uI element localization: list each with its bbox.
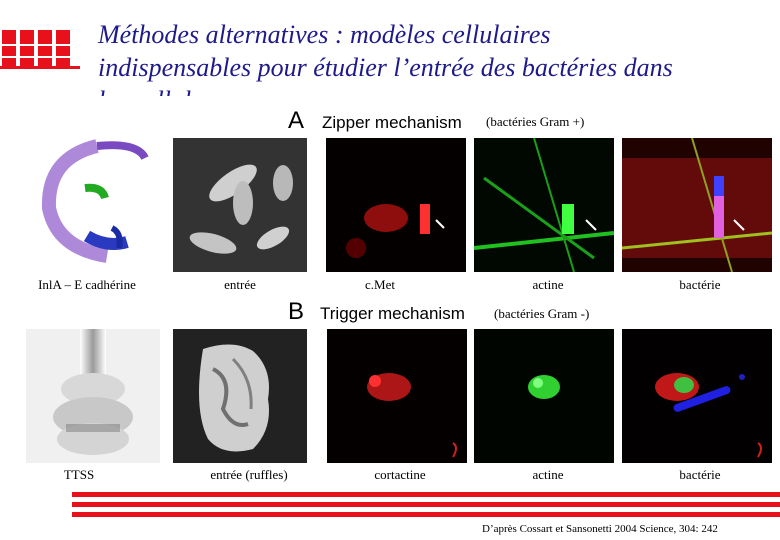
logo-block — [56, 30, 70, 68]
actin-a-image — [474, 138, 614, 272]
caption-a-4: actine — [532, 277, 564, 292]
logo-block — [38, 30, 52, 68]
footer-bar — [72, 492, 780, 497]
caption-a-1: InlA – E cadhérine — [38, 277, 136, 292]
bacteria-a-image — [622, 138, 772, 272]
footer-bar — [72, 502, 780, 507]
section-a-letter: A — [288, 107, 305, 134]
logo-block — [20, 30, 34, 68]
caption-a-2: entrée — [224, 277, 256, 292]
entry-ruffles-image — [173, 329, 307, 463]
section-b-note: (bactéries Gram -) — [494, 306, 590, 321]
ttss-image — [26, 329, 160, 463]
inla-structure-image — [27, 138, 161, 264]
caption-a-5: bactérie — [679, 277, 721, 292]
section-a-note: (bactéries Gram +) — [486, 114, 585, 129]
cmet-image — [326, 138, 466, 272]
source-credit: D’après Cossart et Sansonetti 2004 Science, 304: 242 — [482, 523, 718, 535]
logo-underline — [0, 66, 80, 69]
footer-bar — [72, 512, 780, 517]
caption-b-5: bactérie — [679, 467, 721, 482]
logo-block — [2, 30, 16, 68]
title-line-2: indispensables pour étudier l’entrée des bactéries dans — [98, 53, 673, 82]
caption-b-2: entrée (ruffles) — [210, 467, 288, 482]
actin-b-image — [474, 329, 614, 463]
logo-divider — [0, 56, 80, 58]
title-line-1: Méthodes alternatives : modèles cellulaires — [98, 20, 551, 49]
section-a-name: Zipper mechanism — [322, 113, 462, 132]
bacteria-b-image — [622, 329, 772, 463]
caption-b-1: TTSS — [63, 467, 95, 482]
caption-a-3: c.Met — [365, 277, 395, 292]
logo-divider — [0, 44, 80, 46]
caption-b-3: cortactine — [374, 467, 426, 482]
entry-sem-image — [173, 138, 307, 272]
section-b-letter: B — [288, 298, 305, 325]
section-b-name: Trigger mechanism — [320, 304, 465, 323]
cortactin-image — [327, 329, 467, 463]
caption-b-4: actine — [532, 467, 564, 482]
